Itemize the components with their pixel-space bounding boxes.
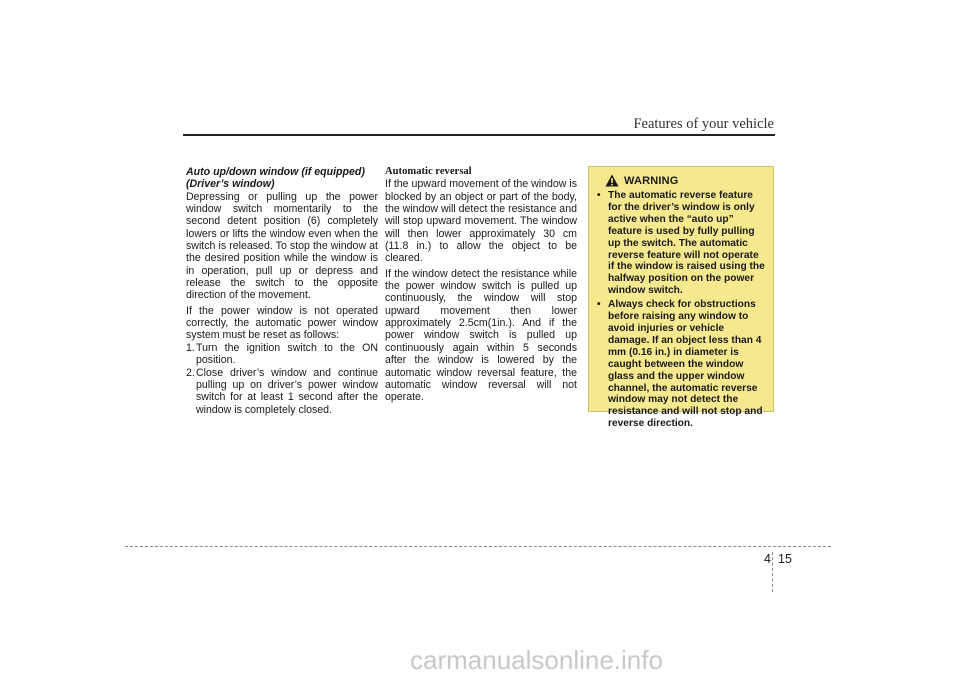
- header-title: Features of your vehicle: [633, 116, 774, 132]
- column-automatic-reversal: [385, 166, 577, 404]
- bullet: •: [597, 299, 601, 311]
- step-text: Close driver’s window and continue pulling up on driver’s power window switch for at least 1 second after the window is completely closed.: [196, 366, 378, 416]
- watermark: carmanualsonline.info: [410, 645, 663, 675]
- bullet: •: [597, 190, 601, 201]
- chapter-number: 4: [764, 552, 771, 566]
- heading-automatic-reversal: Automatic reversal: [385, 166, 472, 177]
- step-text: Turn the ignition switch to the ON position.: [196, 341, 378, 367]
- warning-title: WARNING: [624, 174, 679, 187]
- page-divider: [772, 552, 773, 592]
- warning-list: [597, 190, 767, 430]
- list-item-step-1: [186, 342, 378, 367]
- paragraph-reset: If the power window is not operated correctly, the automatic power window system must be reset as follows:: [186, 304, 378, 342]
- warning-triangle-icon: [605, 174, 619, 187]
- heading-auto-updown: Auto up/down window (if equipped): [186, 166, 365, 178]
- list-item-step-2: [186, 367, 378, 416]
- step-number: 2.: [186, 366, 195, 379]
- warning-item-text: Always check for obstructions before raising any window to avoid injuries or vehicle damage. If an object less than 4 mm (0.16 in.) in diameter is caught between the window glass and the upper window channel, the automatic reverse window may not detect the resistance and will not stop and reverse direction.: [608, 299, 763, 430]
- paragraph-auto-updown: Depressing or pulling up the power window switch momentarily to the second detent position (6) completely lowers or lifts the window even when the switch is released. To stop the window at the desired position while the window is in operation, pull up or depress and release the switch to the opposite direction of the movement.: [186, 190, 378, 302]
- page-number: 15: [778, 552, 792, 566]
- step-number: 1.: [186, 341, 195, 354]
- paragraph-reversal-2: If the window detect the resistance while the power window switch is pulled up continuously, the window will stop upward movement then lower approximately 2.5cm(1in.). And if the power window switch is pulled up continuously again within 5 seconds after the window is lowered by the automatic window reversal feature, the automatic window reversal will not operate.: [385, 267, 577, 404]
- column-auto-updown: [186, 166, 378, 416]
- header-rule: [183, 134, 775, 136]
- paragraph-reversal-1: If the upward movement of the window is blocked by an object or part of the body, the window will detect the resistance and will stop upward movement. The window will then lower approximately 30 cm (11.8 in.) to allow the object to be cleared.: [385, 178, 577, 265]
- warning-item: [597, 190, 767, 297]
- warning-header: [605, 174, 767, 187]
- warning-box: [588, 166, 774, 430]
- warning-item-text: The automatic reverse feature for the driver’s window is only active when the “auto up” feature is used by fully pulling up the switch. The automatic reverse feature will not operate if the window is raised using the halfway position on the power window switch.: [608, 190, 765, 297]
- heading-drivers-window: (Driver’s window): [186, 178, 275, 191]
- footer-rule: [125, 546, 831, 547]
- warning-item: [597, 299, 767, 430]
